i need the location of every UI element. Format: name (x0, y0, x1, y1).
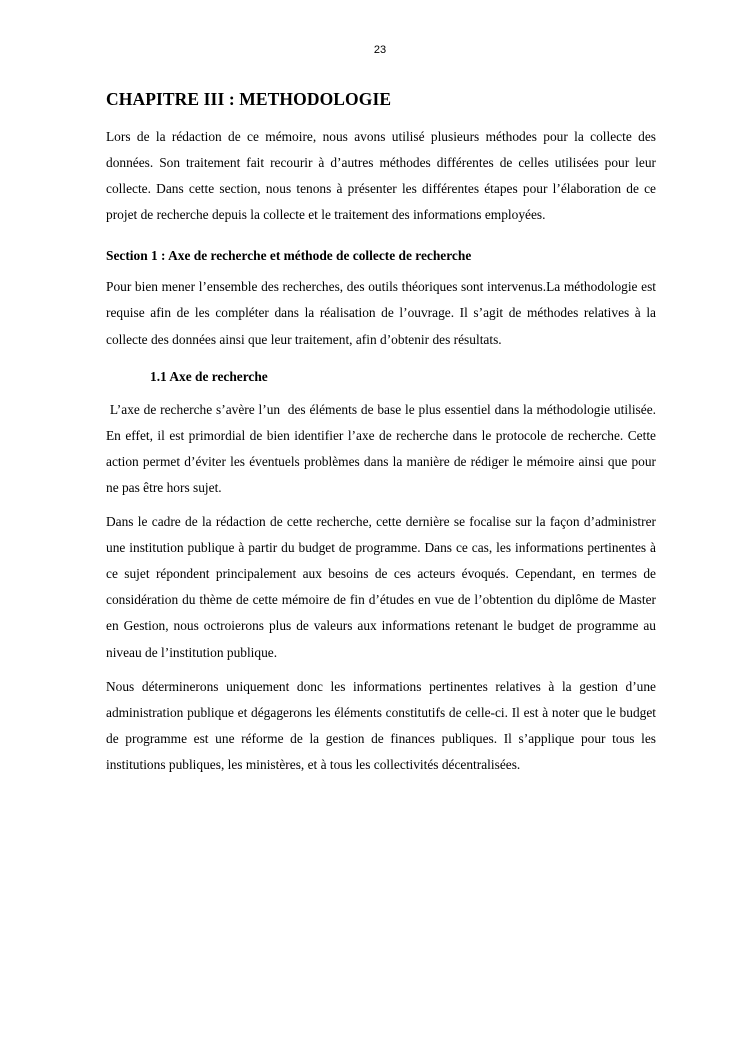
subsection-paragraph-2: Dans le cadre de la rédaction de cette recherche, cette dernière se focalise sur la façon d’administrer une institution publique à partir du budget de programme. Dans ce cas, les informations pertinentes à ce sujet répondent principalement aux besoins de ces acteurs évoqués. Cependant, en termes de considération du thème de cette mémoire de fin d’études en vue de l’obtention du diplôme de Master en Gestion, nous octroierons plus de valeurs aux informations retenant le budget de programme au niveau de l’institution publique. (106, 514, 656, 660)
subsection-paragraph-1: L’axe de recherche s’avère l’un des éléments de base le plus essentiel dans la méthodologie utilisée. En effet, il est primordial de bien identifier l’axe de recherche dans le protocole de recherche. Cette action permet d’éviter les éventuels problèmes dans la manière de rédiger le mémoire ainsi que pour ne pas être hors sujet. (106, 401, 660, 495)
section-1-heading: Section 1 : Axe de recherche et méthode de collecte de recherche (106, 248, 472, 264)
chapter-intro-paragraph: Lors de la rédaction de ce mémoire, nous avons utilisé plusieurs méthodes pour la collecte des données. Son traitement fait recourir à d’autres méthodes différentes de celles utilisées pour leur collecte. Dans cette section, nous tenons à présenter les différentes étapes pour l’élaboration de ce projet de recherche depuis la collecte et le traitement des informations employées. (106, 129, 656, 223)
section-1-paragraph: Pour bien mener l’ensemble des recherches, des outils théoriques sont intervenus.La méthodologie est requise afin de les compléter dans la réalisation de l’ouvrage. Il s’agit de méthodes relatives à la collecte des données ainsi que leur traitement, afin d’obtenir des résultats. (106, 279, 656, 347)
page-content (106, 88, 660, 786)
subsection-paragraph-3: Nous déterminerons uniquement donc les informations pertinentes relatives à la gestion d’une administration publique et dégagerons les éléments constitutifs de celle-ci. Il est à noter que le budget de programme est une réforme de la gestion de finances publiques. Il s’applique pour tous les institutions publiques, les ministères, et à tous les collectivités décentralisées. (106, 678, 656, 772)
subsection-1-1-heading: 1.1 Axe de recherche (150, 368, 268, 384)
page-number: 23 (373, 44, 387, 56)
chapter-title: CHAPITRE III : METHODOLOGIE (106, 89, 392, 109)
